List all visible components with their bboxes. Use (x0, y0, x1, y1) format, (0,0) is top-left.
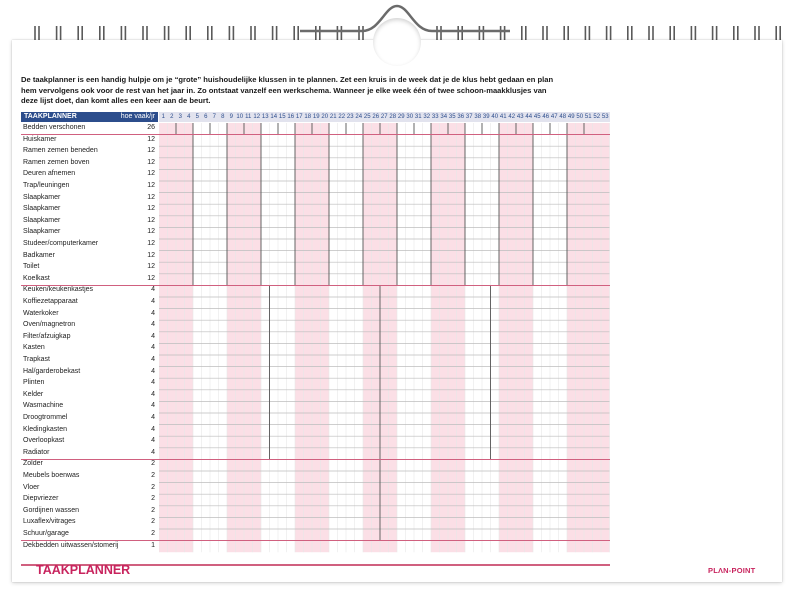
task-name: Koelkast (23, 274, 50, 282)
week-number: 42 (508, 114, 516, 120)
hanger-hole (373, 18, 421, 66)
week-number: 22 (338, 114, 346, 120)
task-name: Zolder (23, 460, 43, 468)
task-name: Dekbedden uitwassen/stomerij (23, 541, 119, 549)
task-frequency: 4 (151, 309, 155, 317)
week-number: 50 (576, 114, 584, 120)
week-number: 48 (559, 114, 567, 120)
task-name: Huiskamer (23, 135, 57, 143)
task-name: Oven/magnetron (23, 321, 76, 329)
task-frequency: 4 (151, 286, 155, 294)
week-number: 29 (397, 114, 405, 120)
task-name: Slaapkamer (23, 228, 61, 236)
task-name: Toilet (23, 263, 40, 271)
task-frequency: 12 (147, 216, 155, 224)
task-frequency: 2 (151, 518, 155, 526)
week-number: 52 (593, 114, 601, 120)
task-frequency: 2 (151, 472, 155, 479)
week-number: 43 (516, 114, 524, 120)
week-number: 8 (219, 112, 228, 122)
task-frequency: 2 (151, 495, 155, 503)
week-number: 28 (389, 114, 397, 120)
week-number: 47 (550, 114, 558, 120)
task-name: Ramen zemen boven (23, 158, 90, 166)
week-number: 39 (482, 114, 490, 120)
task-frequency: 12 (147, 158, 155, 166)
task-frequency: 4 (151, 298, 155, 305)
week-number: 14 (270, 114, 278, 120)
week-number: 37 (465, 114, 473, 120)
task-frequency: 1 (151, 541, 155, 549)
task-name: Overloopkast (23, 437, 65, 445)
task-name: Waterkoker (23, 309, 59, 317)
task-frequency: 12 (147, 263, 155, 271)
task-frequency: 4 (151, 448, 155, 456)
week-number: 53 (601, 114, 609, 120)
week-number: 3 (176, 112, 185, 122)
task-frequency: 12 (147, 170, 155, 178)
week-number: 10 (236, 114, 244, 120)
task-frequency: 4 (151, 390, 155, 398)
task-name: Kasten (23, 344, 45, 352)
task-frequency: 4 (151, 379, 155, 387)
task-name: Vloer (23, 483, 40, 491)
task-name: Trapkast (23, 356, 50, 363)
week-number: 7 (210, 112, 219, 122)
task-frequency: 2 (151, 530, 155, 537)
task-name: Koffiezetapparaat (23, 298, 78, 305)
task-frequency: 4 (151, 402, 155, 410)
table-header (21, 112, 158, 122)
section-divider (21, 459, 610, 460)
week-grid (159, 123, 612, 558)
week-number: 36 (457, 114, 465, 120)
task-name: Kledingkasten (23, 425, 67, 433)
week-number: 40 (491, 114, 499, 120)
task-frequency: 12 (147, 251, 155, 259)
week-number: 21 (329, 114, 337, 120)
task-name: Droogtrommel (23, 414, 68, 421)
week-number: 6 (202, 112, 211, 122)
week-number: 9 (227, 112, 236, 122)
task-name: Bedden verschonen (23, 124, 86, 131)
intro-text: De taakplanner is een handig hulpje om je “grote” huishoudelijke klussen in te plannen. Zet een kruis in de week dat je de klus hebt gedaan en plan hem vervolgens ook voor de rest van het jaar in. Zo ontstaat vanzelf een werkschema. Wanneer je elke week één of twee schoon-maakklusjes van deze lijst doet, dan komt alles een keer aan de beurt. (21, 75, 554, 106)
week-number: 18 (304, 114, 312, 120)
task-frequency: 12 (147, 182, 155, 189)
week-number: 44 (525, 114, 533, 120)
week-number: 13 (261, 114, 269, 120)
header-title: TAAKPLANNER (24, 113, 77, 120)
task-name: Deuren afnemen (23, 170, 76, 178)
week-number: 17 (295, 114, 303, 120)
task-frequency: 12 (147, 135, 155, 143)
task-name: Ramen zemen beneden (23, 147, 98, 155)
footer-title: TAAKPLANNER (36, 563, 131, 577)
week-number: 32 (423, 114, 431, 120)
task-name: Slaapkamer (23, 205, 61, 213)
task-name: Keuken/keukenkastjes (23, 286, 94, 294)
pink-block (567, 123, 610, 552)
task-name: Plinten (23, 379, 45, 387)
section-divider (21, 134, 610, 135)
week-number: 23 (346, 114, 354, 120)
week-number: 30 (406, 114, 414, 120)
task-name: Radiator (23, 448, 50, 456)
week-number: 2 (168, 112, 177, 122)
task-name: Slaapkamer (23, 216, 61, 224)
week-number: 46 (542, 114, 550, 120)
week-number: 20 (321, 114, 329, 120)
week-number: 4 (185, 112, 194, 122)
task-name: Schuur/garage (23, 530, 69, 537)
task-name: Luxaflex/vitrages (23, 518, 76, 526)
task-name: Studeer/computerkamer (23, 240, 99, 247)
week-number: 33 (431, 114, 439, 120)
week-number: 24 (355, 114, 363, 120)
task-frequency: 12 (147, 274, 155, 282)
task-frequency: 12 (147, 147, 155, 155)
task-name: Badkamer (23, 251, 55, 259)
week-number: 27 (380, 114, 388, 120)
task-frequency: 4 (151, 344, 155, 352)
plan-point-logo: PLΛN-POINT (708, 566, 756, 575)
task-frequency: 4 (151, 332, 155, 340)
week-number: 31 (414, 114, 422, 120)
task-name: Kelder (23, 390, 44, 398)
week-number: 5 (193, 112, 202, 122)
task-frequency: 12 (147, 205, 155, 213)
task-frequency: 4 (151, 321, 155, 329)
task-name: Slaapkamer (23, 193, 61, 201)
week-number: 15 (278, 114, 286, 120)
week-number: 12 (253, 114, 261, 120)
week-number: 25 (363, 114, 371, 120)
task-frequency: 4 (151, 414, 155, 421)
week-number: 41 (499, 114, 507, 120)
task-name: Diepvriezer (23, 495, 59, 503)
task-name: Meubels boenwas (23, 472, 80, 479)
task-frequency: 12 (147, 228, 155, 236)
task-frequency: 26 (147, 124, 155, 131)
task-name: Wasmachine (23, 402, 64, 410)
header-frequency-label: hoe vaak/jr (120, 113, 155, 120)
task-frequency: 4 (151, 367, 155, 375)
task-name: Hal/garderobekast (23, 367, 81, 375)
week-number: 35 (448, 114, 456, 120)
week-number: 51 (584, 114, 592, 120)
task-frequency: 2 (151, 460, 155, 468)
task-frequency: 12 (147, 240, 155, 247)
week-number: 49 (567, 114, 575, 120)
week-number: 26 (372, 114, 380, 120)
week-number: 1 (159, 112, 168, 122)
week-number: 34 (440, 114, 448, 120)
task-name: Gordijnen wassen (23, 506, 80, 514)
task-frequency: 4 (151, 356, 155, 363)
task-frequency: 4 (151, 425, 155, 433)
section-divider (21, 540, 610, 541)
week-number: 38 (474, 114, 482, 120)
task-frequency: 2 (151, 483, 155, 491)
task-frequency: 2 (151, 506, 155, 514)
week-number: 19 (312, 114, 320, 120)
task-name: Trap/leuningen (23, 182, 70, 189)
task-frequency: 12 (147, 193, 155, 201)
week-number: 11 (245, 114, 252, 120)
task-frequency: 4 (151, 437, 155, 445)
week-number: 45 (533, 114, 541, 120)
section-divider (21, 285, 610, 286)
task-name: Filter/afzuigkap (23, 332, 71, 340)
week-number: 16 (287, 114, 295, 120)
